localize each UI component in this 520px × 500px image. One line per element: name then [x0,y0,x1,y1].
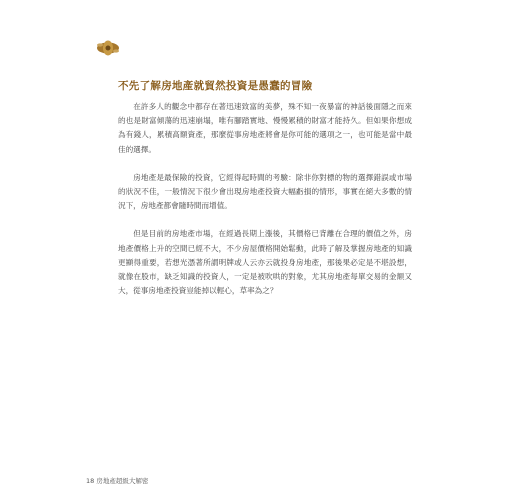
article-body [118,100,412,312]
paragraph-3: 但是目前的房地產市場，在經過長期上漲後，其價格已背離在合理的價值之外，房地產價格上升的空間已經不大，不少房屋價格開始鬆動，此時了解及掌握房地產的知識更顯得重要，若想光憑著所謂明牌或人云亦云就投身房地產，那後果必定是不堪設想，就像在股市，缺乏知識的投資人，一定是被吹哄的對象，尤其房地產每單交易的金額又大，從事房地產投資豈能掉以輕心，草率為之？ [118,229,412,296]
paragraph-2: 房地產是最保險的投資，它經得起時間的考驗：除非你對標的物的選擇錯誤或市場的狀況不佳，一般情況下很少會出現房地產投資大幅虧損的情形，事實在絕大多數的情況下，房地產都會隨時間而增值。 [118,172,412,211]
page-footer: 18 房地產超級大解密 [86,477,149,485]
section-heading: 不先了解房地產就貿然投資是愚蠢的冒險 [118,80,313,92]
paragraph-1: 在許多人的觀念中都存在著迅速致富的美夢，殊不知一夜暴富的神話後面隱之而來的也是財富傾蕩的迅速崩塌，唯有腳踏實地、慢慢累積的財富才能持久。但如果你想成為有錢人，累積高額資產，那麼從事房地產將會是你可能的選項之一，也可能是當中最佳的選擇。 [118,102,412,154]
decorative-divider-ornament [96,40,426,56]
